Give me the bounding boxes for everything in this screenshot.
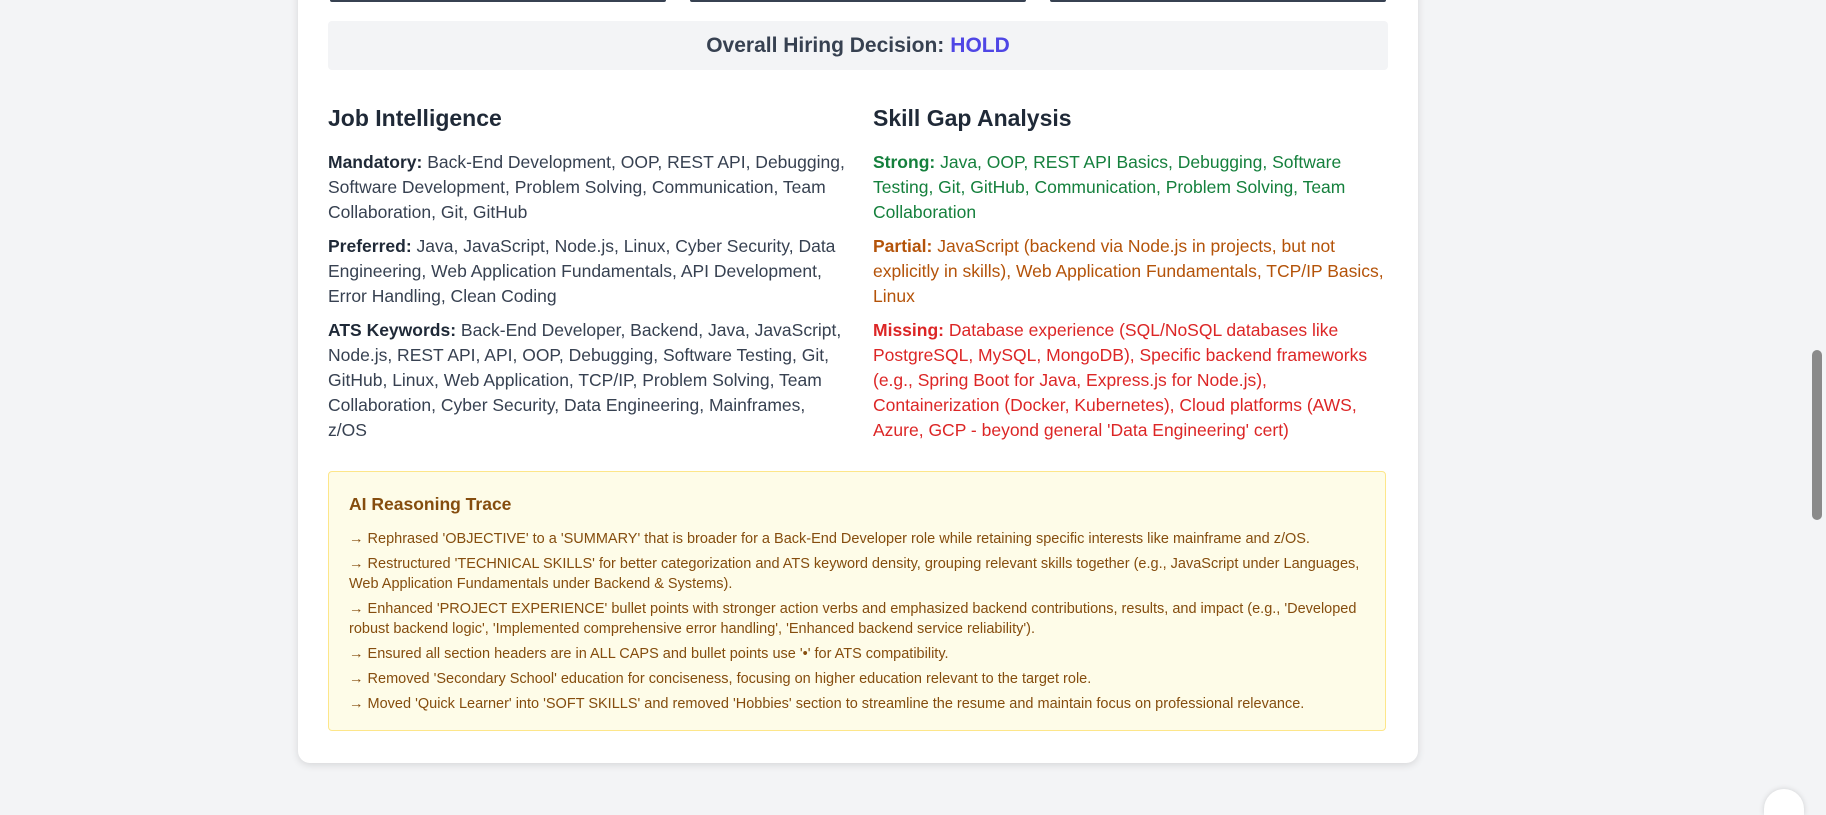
preferred-skills <box>328 234 848 309</box>
job-intelligence-section <box>328 104 848 452</box>
trace-item: → Enhanced 'PROJECT EXPERIENCE' bullet points with stronger action verbs and emphasized backend contributions, results, and impact (e.g., 'Developed robust backend logic', 'Implemented comprehensive error handling', 'Enhanced backend service reliability'). <box>349 599 1365 639</box>
preferred-value: Java, JavaScript, Node.js, Linux, Cyber Security, Data Engineering, Web Application Fundamentals, API Development, Error Handling, Clean Coding <box>328 236 835 306</box>
hiring-decision-value: HOLD <box>950 34 1010 58</box>
ats-label: ATS Keywords: <box>328 320 456 340</box>
score-card-border-3 <box>1050 0 1386 2</box>
missing-label: Missing: <box>873 320 944 340</box>
job-intelligence-title: Job Intelligence <box>328 104 848 132</box>
missing-value: Database experience (SQL/NoSQL databases like PostgreSQL, MySQL, MongoDB), Specific backend frameworks (e.g., Spring Boot for Java, Express.js for Node.js), Containerization (Docker, Kubernetes), Cloud platforms (AWS, Azure, GCP - beyond general 'Data Engineering' cert) <box>873 320 1367 440</box>
strong-label: Strong: <box>873 152 935 172</box>
trace-title: AI Reasoning Trace <box>349 494 1365 515</box>
page-scrollbar[interactable] <box>1808 0 1826 801</box>
score-card-border-2 <box>690 0 1026 2</box>
trace-item: → Moved 'Quick Learner' into 'SOFT SKILLS' and removed 'Hobbies' section to streamline the resume and maintain focus on professional relevance. <box>349 694 1365 714</box>
trace-list <box>349 529 1365 714</box>
ai-reasoning-trace <box>328 471 1386 731</box>
strong-value: Java, OOP, REST API Basics, Debugging, Software Testing, Git, GitHub, Communication, Problem Solving, Team Collaboration <box>873 152 1345 222</box>
partial-label: Partial: <box>873 236 932 256</box>
score-card-border-1 <box>330 0 666 2</box>
ats-keywords <box>328 318 848 443</box>
strong-skills <box>873 150 1393 225</box>
partial-value: JavaScript (backend via Node.js in projects, but not explicitly in skills), Web Application Fundamentals, TCP/IP Basics, Linux <box>873 236 1384 306</box>
preferred-label: Preferred: <box>328 236 412 256</box>
partial-skills <box>873 234 1393 309</box>
floating-widget[interactable] <box>1764 789 1804 815</box>
trace-item: → Rephrased 'OBJECTIVE' to a 'SUMMARY' that is broader for a Back-End Developer role while retaining specific interests like mainframe and z/OS. <box>349 529 1365 549</box>
skill-gap-title: Skill Gap Analysis <box>873 104 1393 132</box>
mandatory-value: Back-End Development, OOP, REST API, Debugging, Software Development, Problem Solving, Communication, Team Collaboration, Git, GitHub <box>328 152 845 222</box>
trace-item: → Restructured 'TECHNICAL SKILLS' for better categorization and ATS keyword density, grouping relevant skills together (e.g., JavaScript under Languages, Web Application Fundamentals under Backend & Systems). <box>349 554 1365 594</box>
mandatory-skills <box>328 150 848 225</box>
missing-skills <box>873 318 1393 443</box>
trace-item: → Ensured all section headers are in ALL CAPS and bullet points use '•' for ATS compatibility. <box>349 644 1365 664</box>
scrollbar-thumb[interactable] <box>1812 350 1822 520</box>
mandatory-label: Mandatory: <box>328 152 422 172</box>
hiring-decision-banner <box>328 21 1388 70</box>
hiring-decision-label: Overall Hiring Decision: <box>706 34 944 58</box>
ats-value: Back-End Developer, Backend, Java, JavaScript, Node.js, REST API, API, OOP, Debugging, Software Testing, Git, GitHub, Linux, Web Application, TCP/IP, Problem Solving, Team Collaboration, Cyber Security, Data Engineering, Mainframes, z/OS <box>328 320 841 440</box>
trace-item: → Removed 'Secondary School' education for conciseness, focusing on higher education relevant to the target role. <box>349 669 1365 689</box>
skill-gap-section <box>873 104 1393 452</box>
